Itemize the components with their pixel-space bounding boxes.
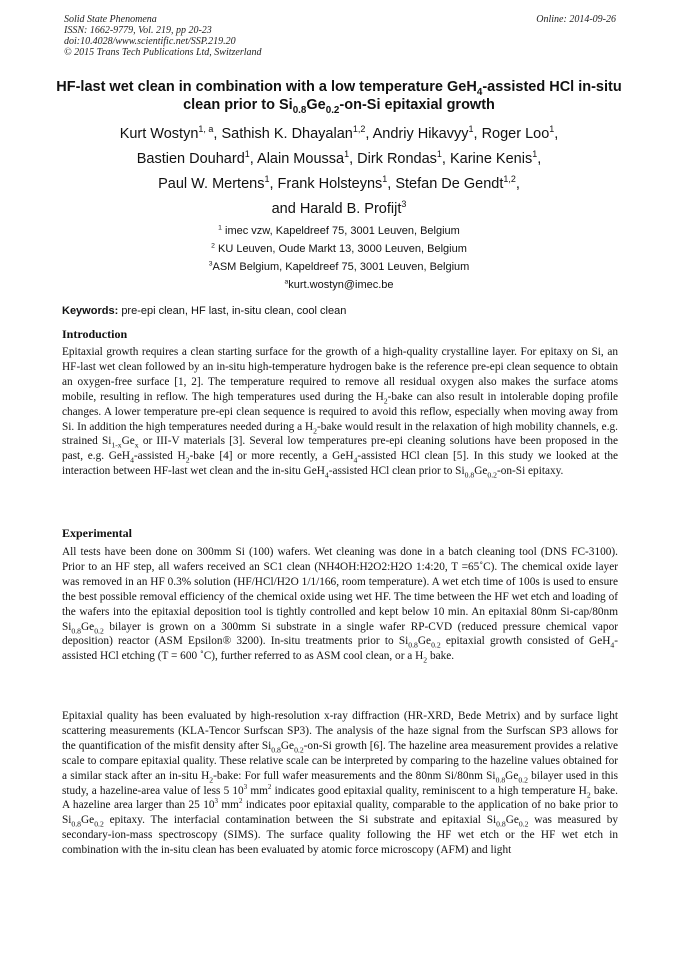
author: Sathish K. Dhayalan xyxy=(221,126,353,142)
affiliation-2 xyxy=(40,240,638,258)
superscript: 2 xyxy=(238,797,243,806)
affiliation-3 xyxy=(40,258,638,276)
text: epitaxial growth consisted of GeH xyxy=(440,635,611,648)
author: Dirk Rondas xyxy=(357,151,437,167)
author-sup: 1 xyxy=(382,174,388,185)
paper-title xyxy=(40,78,638,114)
subscript: 0.8 xyxy=(408,640,418,650)
author-sup: 1 xyxy=(344,149,350,160)
author-sup: 1 xyxy=(244,149,250,160)
title-text: -on-Si epitaxial growth xyxy=(339,97,495,113)
subscript: 4 xyxy=(130,455,134,465)
text: -assisted HCl clean [5]. In this study we looked at the interaction between HF-last wet clean and the in-situ GeH xyxy=(62,450,619,478)
author-line xyxy=(40,197,638,222)
subscript: 2 xyxy=(313,425,317,435)
text: bake. xyxy=(427,650,455,663)
subscript: 0.2 xyxy=(487,470,497,480)
subscript: x xyxy=(134,440,139,450)
author-sup: 1,2 xyxy=(352,124,366,135)
author-sup: 1 xyxy=(436,149,442,160)
text: -assisted H xyxy=(133,450,186,463)
author-sup: 1 xyxy=(549,124,555,135)
affiliations xyxy=(40,222,638,294)
affil-num: 2 xyxy=(211,242,215,250)
email-line xyxy=(40,276,638,294)
intro-paragraph xyxy=(62,345,618,479)
subscript: 4 xyxy=(610,640,615,650)
email-link[interactable]: kurt.wostyn@imec.be xyxy=(288,279,394,291)
text: -on-Si growth [6]. The hazeline area measurement provides a relative scale to compare epitaxial quality. These relative scale can be interpreted by comparing to the hazeline values obtained for a similar stack after an in-situ H xyxy=(62,739,618,782)
text: epitaxy. The interfacial contamination between the Si substrate and epitaxial Si xyxy=(103,814,497,827)
author-line: Bastien Douhard$^1$, Alain Moussa$^1$, Dirk Rondas$^1$, Karine Kenis$^1$, xyxy=(136,149,542,167)
text: All tests have been done on 300mm Si (100) wafers. Wet cleaning was done in a batch cleaning tool (DNS FC-3100). Prior to an HF step, all wafers received an SC1 clean (NH4OH:H2O2:H2O 1:4:20, T =65˚C). The chemical oxide layer was removed in an HF 0.3% solution (HF/HCl/H2O 1/1/166, room temperature). A wet etch time of 100s is used to ensure the best possible removal efficiency of the chemical oxide using wet HF. The time between the HF wet etch and loading of the wafers into the epitaxial deposition tool is tightly controlled and kept below 10 min. An epitaxial 80nm Si-cap/80nm Si xyxy=(62,546,618,633)
subscript: 0.8 xyxy=(271,745,281,755)
author-sup: 1 xyxy=(532,149,538,160)
author: Kurt Wostyn xyxy=(119,126,199,142)
subscript: 2 xyxy=(383,395,388,405)
text: -assisted HCl clean prior to Si xyxy=(328,465,465,478)
journal-header xyxy=(64,14,262,58)
author-sup: 1,2 xyxy=(503,174,516,185)
text: Ge xyxy=(81,814,95,827)
text: Ge xyxy=(505,814,519,827)
text: Ge xyxy=(121,435,135,448)
author: and Harald B. Profijt xyxy=(271,201,402,217)
author: Roger Loo xyxy=(481,126,550,142)
subscript: 2 xyxy=(423,655,428,665)
subscript: 2 xyxy=(209,774,214,784)
text: Ge xyxy=(417,635,432,648)
online-date: Online: 2014-09-26 xyxy=(536,14,616,25)
subscript: 0.8 xyxy=(71,819,82,829)
experimental-heading: Experimental xyxy=(62,526,132,540)
subscript: 0.2 xyxy=(294,745,304,755)
text: mm xyxy=(247,784,268,797)
text: Ge xyxy=(280,739,295,752)
subscript: 2 xyxy=(185,455,190,465)
author: Andriy Hikavyy xyxy=(372,126,469,142)
subscript: 4 xyxy=(324,470,329,480)
text: -bake [4] or more recently, a GeH xyxy=(189,450,354,463)
superscript: 3 xyxy=(243,782,248,791)
subscript: 0.2 xyxy=(518,774,528,784)
subscript: 0.2 xyxy=(431,640,441,650)
title-sub: 4 xyxy=(476,86,483,98)
text: indicates good epitaxial quality, reminiscent to a high temperature H xyxy=(271,784,587,797)
author-list xyxy=(40,122,638,222)
subscript: 0.2 xyxy=(94,819,104,829)
keywords-label: Keywords: xyxy=(62,305,119,317)
experimental-paragraph-2 xyxy=(62,709,618,858)
text: Epitaxial quality has been evaluated by high-resolution x-ray diffraction (HR-XRD, Bede Metrix) and by surface light scattering measurements (KLA-Tencor Surfscan SP3). The analysis of the haze signal from the Surfscan SP3 allows for the quantification of the misfit density after Si xyxy=(62,710,618,752)
keywords-text: pre-epi clean, HF last, in-situ clean, cool clean xyxy=(121,305,347,317)
author: Frank Holsteyns xyxy=(277,176,383,192)
author: Alain Moussa xyxy=(257,151,345,167)
subscript: 0.2 xyxy=(518,819,529,829)
subscript: 0.8 xyxy=(71,625,82,635)
title-text: Ge xyxy=(306,97,326,113)
text: -bake: For full wafer measurements and the 80nm Si/80nm Si xyxy=(213,769,496,782)
superscript: 2 xyxy=(267,782,272,791)
text: Ge xyxy=(474,465,488,478)
author: Stefan De Gendt xyxy=(395,176,504,192)
text: -bake can also result in intolerable doping profile changes. A lower temperature pre-epi clean sequence is required to avoid this reflow, especially when moving away from Si. In addition the high temperatures needed during a H xyxy=(62,390,619,433)
author-sup: 3 xyxy=(401,199,407,210)
text: -assisted HCl etching (T = 600 ˚C), further referred to as ASM cool clean, or a H xyxy=(62,635,618,663)
author: Karine Kenis xyxy=(449,151,533,167)
affiliation-1 xyxy=(40,222,638,240)
subscript: 0.2 xyxy=(94,625,104,635)
text: bilayer used in this study, a hazeline-area value of less 5 10 xyxy=(62,769,618,797)
author-line: Paul W. Mertens$^1$, Frank Holsteyns$^1$, Stefan De Gendt$^{1,2}$, xyxy=(158,174,520,192)
author-line: Kurt Wostyn$^{1, a}$, Sathish K. Dhayalan$^{1,2}$, Andriy Hikavyy$^1$, Roger Loo$^1$, xyxy=(119,124,559,142)
subscript: 0.8 xyxy=(496,819,506,829)
subscript: 1-x xyxy=(111,440,122,450)
author-sup: 1 xyxy=(468,124,474,135)
text: mm xyxy=(218,799,239,812)
text: bake. A hazeline area larger than 25 10 xyxy=(62,784,618,812)
text: Ge xyxy=(505,769,519,782)
title-text: -assisted HCl in-situ clean prior to Si xyxy=(183,79,622,113)
subscript: 4 xyxy=(353,455,358,465)
affil-text: ASM Belgium, Kapeldreef 75, 3001 Leuven, Belgium xyxy=(212,261,470,273)
email-mark: a xyxy=(284,278,289,286)
issn-line: ISSN: 1662-9779, Vol. 219, pp 20-23 xyxy=(64,25,212,36)
title-sub: 0.8 xyxy=(292,104,307,116)
title-text: HF-last wet clean in combination with a low temperature GeH xyxy=(56,79,477,95)
affil-text: KU Leuven, Oude Markt 13, 3000 Leuven, Belgium xyxy=(217,243,467,255)
affil-num: 3 xyxy=(208,260,213,268)
doi-line[interactable]: doi:10.4028/www.scientific.net/SSP.219.20 xyxy=(64,36,236,47)
text: -bake would result in the relaxation of high mobility channels, e.g. strained Si xyxy=(62,420,618,448)
intro-heading: Introduction xyxy=(62,327,128,341)
experimental-paragraph-1 xyxy=(62,545,618,664)
author-sup: 1, a xyxy=(198,124,214,135)
author: Bastien Douhard xyxy=(136,151,245,167)
text: bilayer is grown on a 300mm Si substrate in a single wafer RP-CVD (reduced pressure chemical vapor deposition) reactor (ASM Epsilon® 3200). In-situ treatments prior to Si xyxy=(62,620,618,648)
journal-name: Solid State Phenomena xyxy=(64,14,157,25)
text: or III-V materials [3]. Several low temperatures pre-epi cleaning solutions have been proposed in the past, e.g. GeH xyxy=(62,435,618,463)
text: was measured by secondary-ion-mass spectroscopy (SIMS). The surface quality following the HF wet etch or the HF wet etch in combination with the in-situ clean has been evaluated by atomic force microscopy (AFM) and light xyxy=(62,814,618,857)
text: -on-Si epitaxy. xyxy=(496,465,564,478)
superscript: 3 xyxy=(214,797,218,806)
affil-num: 1 xyxy=(218,224,222,232)
text: Ge xyxy=(81,620,95,633)
title-sub: 0.2 xyxy=(325,104,340,116)
author: Paul W. Mertens xyxy=(158,176,265,192)
subscript: 2 xyxy=(586,789,591,799)
author-sup: 1 xyxy=(264,174,270,185)
text: indicates poor epitaxial quality, comparable to the application of no bake prior to Si xyxy=(62,799,619,827)
keywords xyxy=(62,305,346,317)
text: Epitaxial growth requires a clean starting surface for the growth of a high-quality crystalline layer. For epitaxy on Si, an HF-last wet clean followed by an in-situ high-temperature hydrogen bake is the reference pre-epi clean sequence to obtain an oxygen-free surface [1, 2]. The temperature required to remove all residual oxygen also makes the surface atoms mobile, resulting in reflow. The high temperatures used during the H xyxy=(62,346,618,403)
copyright-line: © 2015 Trans Tech Publications Ltd, Switzerland xyxy=(64,47,262,58)
subscript: 0.8 xyxy=(464,470,475,480)
affil-text: imec vzw, Kapeldreef 75, 3001 Leuven, Belgium xyxy=(225,225,460,237)
subscript: 0.8 xyxy=(495,774,506,784)
